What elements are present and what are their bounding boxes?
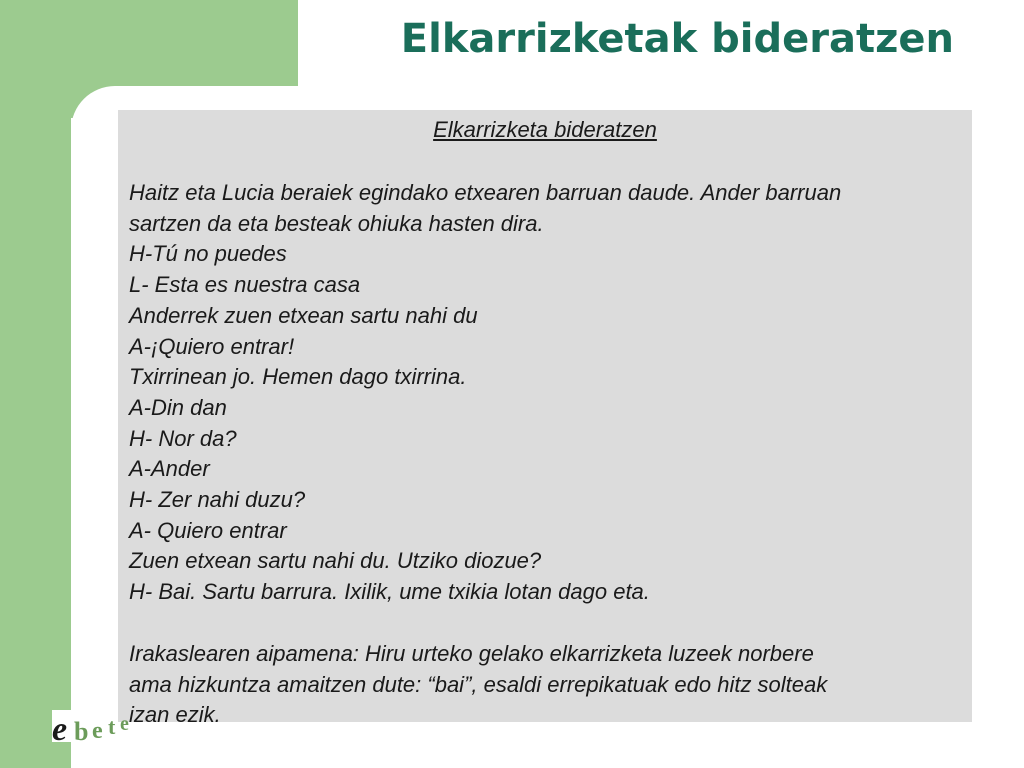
- text-line: H- Bai. Sartu barrura. Ixilik, ume txikia lotan dago eta.: [129, 579, 650, 604]
- ebete-logo-icon: [50, 706, 156, 746]
- slide-title: Elkarrizketak bideratzen: [400, 16, 954, 62]
- text-line: H- Zer nahi duzu?: [129, 487, 306, 512]
- text-line: Haitz eta Lucia beraiek egindako etxearen barruan daude. Ander barruan: [129, 180, 842, 205]
- text-line: L- Esta es nuestra casa: [129, 272, 361, 297]
- text-line: Anderrek zuen etxean sartu nahi du: [129, 303, 478, 328]
- svg-text:e: e: [52, 711, 68, 746]
- text-line: Txirrinean jo. Hemen dago txirrina.: [129, 364, 467, 389]
- text-line: H- Nor da?: [129, 426, 237, 451]
- text-line: ama hizkuntza amaitzen dute: “bai”, esaldi errepikatuak edo hitz solteak: [129, 672, 828, 697]
- text-line: A- Quiero entrar: [129, 518, 287, 543]
- text-line: A-Ander: [129, 456, 210, 481]
- text-line: Irakaslearen aipamena: Hiru urteko gelako elkarrizketa luzeek norbere: [129, 641, 814, 666]
- text-line: A-¡Quiero entrar!: [129, 334, 295, 359]
- box-heading: Elkarrizketa bideratzen: [433, 117, 657, 142]
- svg-text:t: t: [108, 714, 116, 739]
- text-line: H-Tú no puedes: [129, 241, 287, 266]
- text-line: A-Din dan: [129, 395, 227, 420]
- svg-text:b: b: [74, 717, 89, 746]
- svg-text:e: e: [92, 718, 103, 744]
- svg-text:e: e: [120, 713, 129, 735]
- text-line: izan ezik.: [129, 702, 221, 727]
- text-line: sartzen da eta besteak ohiuka hasten dira.: [129, 211, 544, 236]
- text-line: Zuen etxean sartu nahi du. Utziko diozue?: [129, 548, 542, 573]
